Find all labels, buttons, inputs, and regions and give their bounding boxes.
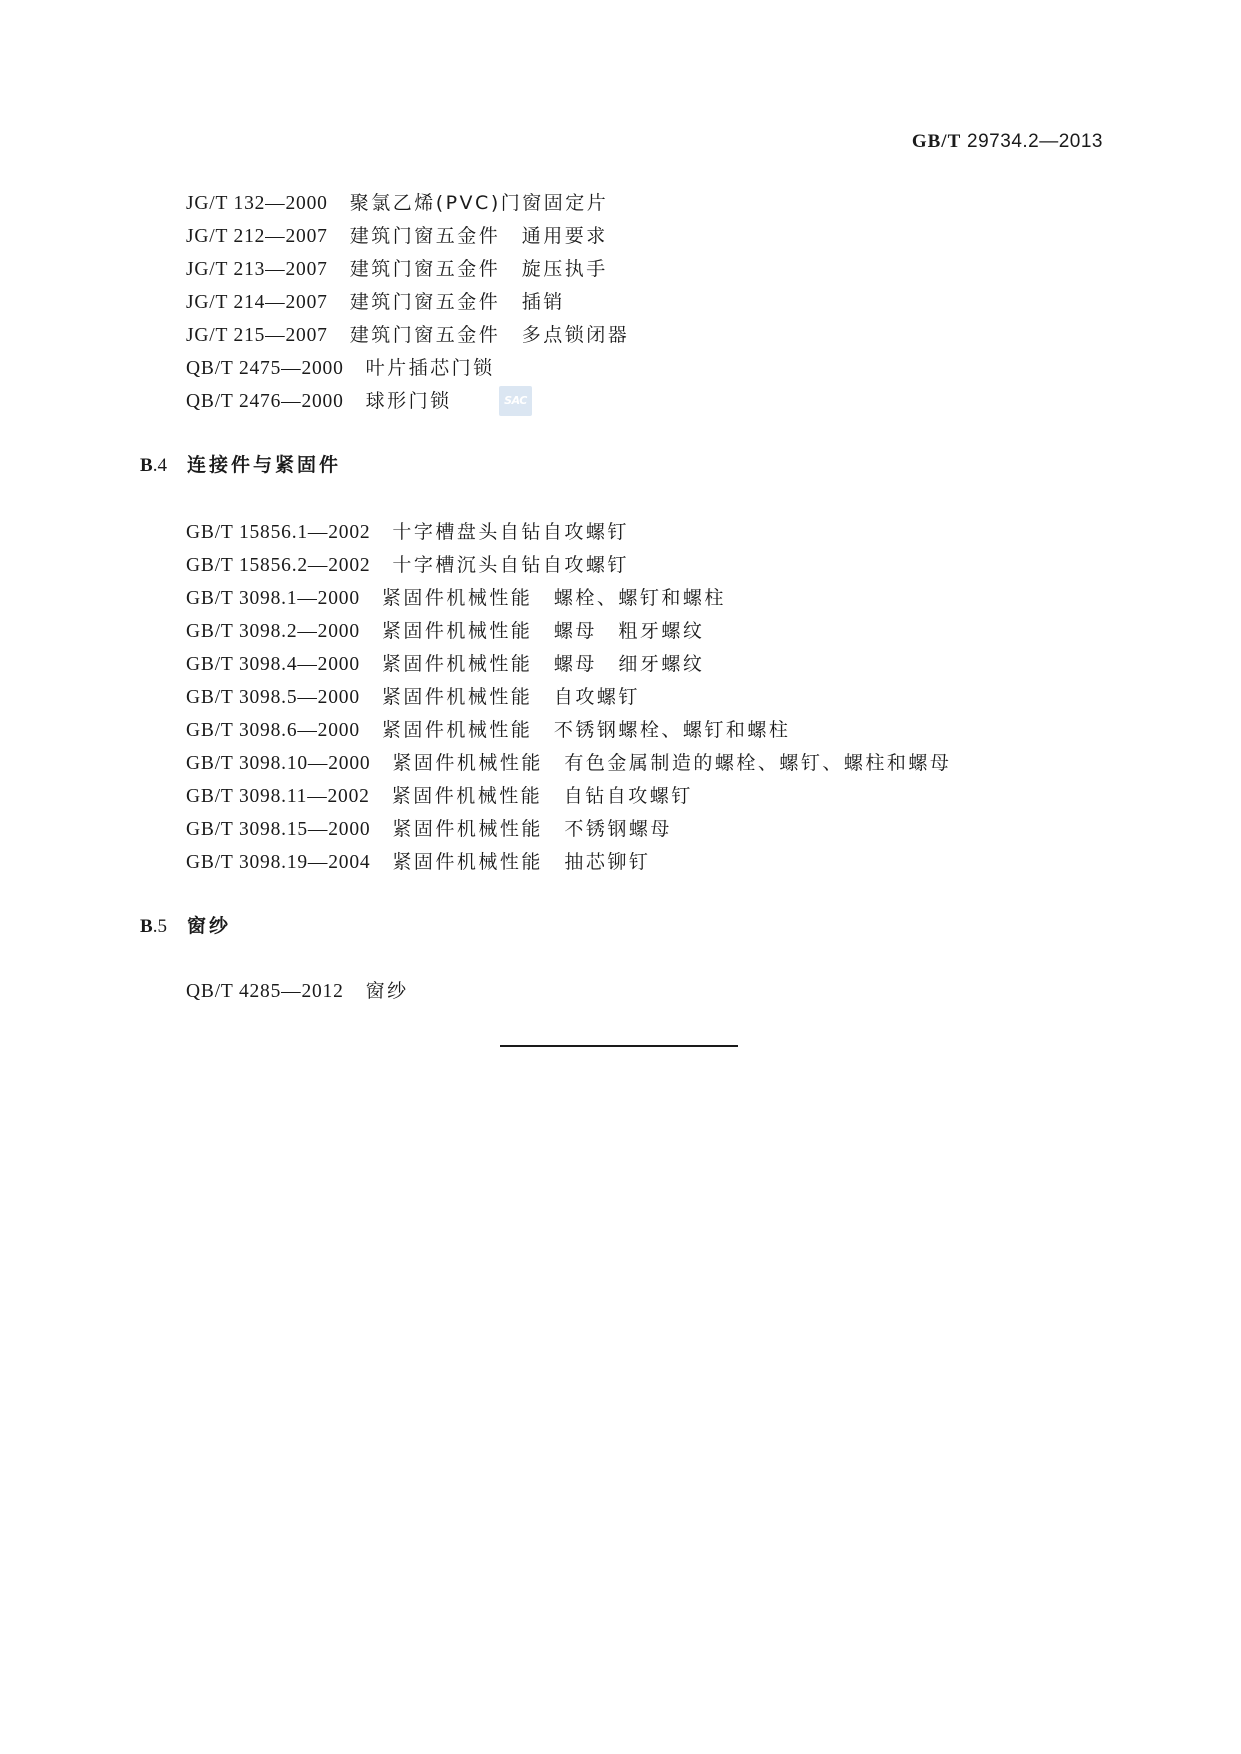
reference-item <box>186 845 951 878</box>
reference-title: 建筑门窗五金件 多点锁闭器 <box>349 324 630 346</box>
section-number-letter: B <box>140 455 153 476</box>
reference-list-b4 <box>186 515 951 878</box>
reference-title: 叶片插芯门锁 <box>365 357 495 379</box>
reference-item <box>186 186 629 219</box>
reference-item <box>186 812 951 845</box>
reference-title: 十字槽盘头自钻自攻螺钉 <box>392 521 629 543</box>
reference-title: 紧固件机械性能 自钻自攻螺钉 <box>391 785 693 807</box>
reference-code: GB/T 3098.15—2000 <box>186 819 371 840</box>
reference-code: GB/T 3098.2—2000 <box>186 621 360 642</box>
reference-item <box>186 219 629 252</box>
reference-code: JG/T 212—2007 <box>186 226 328 247</box>
reference-code: GB/T 3098.5—2000 <box>186 687 360 708</box>
reference-title: 紧固件机械性能 螺栓、螺钉和螺柱 <box>381 587 726 609</box>
reference-title: 紧固件机械性能 不锈钢螺母 <box>392 818 672 840</box>
reference-title: 窗纱 <box>365 980 409 1002</box>
reference-title: 聚氯乙烯(PVC)门窗固定片 <box>349 192 609 214</box>
section-heading-b4 <box>140 450 341 477</box>
reference-title: 球形门锁 <box>365 390 452 412</box>
sac-watermark-logo: SAC <box>499 386 532 416</box>
reference-code: JG/T 132—2000 <box>186 193 328 214</box>
reference-code: JG/T 215—2007 <box>186 325 328 346</box>
reference-title: 紧固件机械性能 抽芯铆钉 <box>392 851 651 873</box>
reference-item <box>186 647 951 680</box>
reference-item <box>186 614 951 647</box>
reference-title: 十字槽沉头自钻自攻螺钉 <box>392 554 629 576</box>
reference-code: JG/T 214—2007 <box>186 292 328 313</box>
section-number-rest: .4 <box>152 455 167 476</box>
reference-item <box>186 384 629 417</box>
reference-item <box>186 974 409 1007</box>
reference-code: GB/T 3098.19—2004 <box>186 852 371 873</box>
reference-title: 紧固件机械性能 有色金属制造的螺栓、螺钉、螺柱和螺母 <box>392 752 952 774</box>
reference-item <box>186 285 629 318</box>
reference-code: GB/T 15856.2—2002 <box>186 555 371 576</box>
reference-title: 紧固件机械性能 螺母 粗牙螺纹 <box>381 620 705 642</box>
reference-item <box>186 515 951 548</box>
reference-code: GB/T 3098.1—2000 <box>186 588 360 609</box>
reference-code: GB/T 15856.1—2002 <box>186 522 371 543</box>
reference-code: QB/T 2475—2000 <box>186 358 344 379</box>
standard-code-prefix: GB/T <box>911 131 962 152</box>
reference-item <box>186 713 951 746</box>
section-number <box>140 916 167 937</box>
reference-item <box>186 746 951 779</box>
reference-title: 紧固件机械性能 自攻螺钉 <box>381 686 640 708</box>
reference-list-b5 <box>186 974 409 1007</box>
standard-code-number: 29734.2—2013 <box>967 131 1103 152</box>
reference-item <box>186 581 951 614</box>
section-number-rest: .5 <box>152 916 167 937</box>
reference-code: JG/T 213—2007 <box>186 259 328 280</box>
section-title: 连接件与紧固件 <box>186 454 341 476</box>
reference-list-b3 <box>186 186 629 417</box>
reference-item <box>186 779 951 812</box>
end-of-document-rule <box>500 1045 738 1047</box>
reference-title: 紧固件机械性能 螺母 细牙螺纹 <box>381 653 705 675</box>
reference-title: 建筑门窗五金件 插销 <box>349 291 565 313</box>
section-heading-b5 <box>140 911 231 938</box>
reference-code: GB/T 3098.6—2000 <box>186 720 360 741</box>
reference-title: 紧固件机械性能 不锈钢螺栓、螺钉和螺柱 <box>381 719 791 741</box>
reference-title: 建筑门窗五金件 旋压执手 <box>349 258 608 280</box>
reference-item <box>186 252 629 285</box>
section-title: 窗纱 <box>186 915 231 937</box>
section-number-letter: B <box>140 916 153 937</box>
reference-code: QB/T 2476—2000 <box>186 391 344 412</box>
reference-item <box>186 351 629 384</box>
section-number <box>140 455 167 476</box>
reference-item <box>186 318 629 351</box>
reference-code: QB/T 4285—2012 <box>186 981 344 1002</box>
reference-code: GB/T 3098.4—2000 <box>186 654 360 675</box>
reference-code: GB/T 3098.11—2002 <box>186 786 370 807</box>
reference-item <box>186 680 951 713</box>
reference-code: GB/T 3098.10—2000 <box>186 753 371 774</box>
reference-item <box>186 548 951 581</box>
standard-code-header <box>912 131 1103 153</box>
reference-title: 建筑门窗五金件 通用要求 <box>349 225 608 247</box>
